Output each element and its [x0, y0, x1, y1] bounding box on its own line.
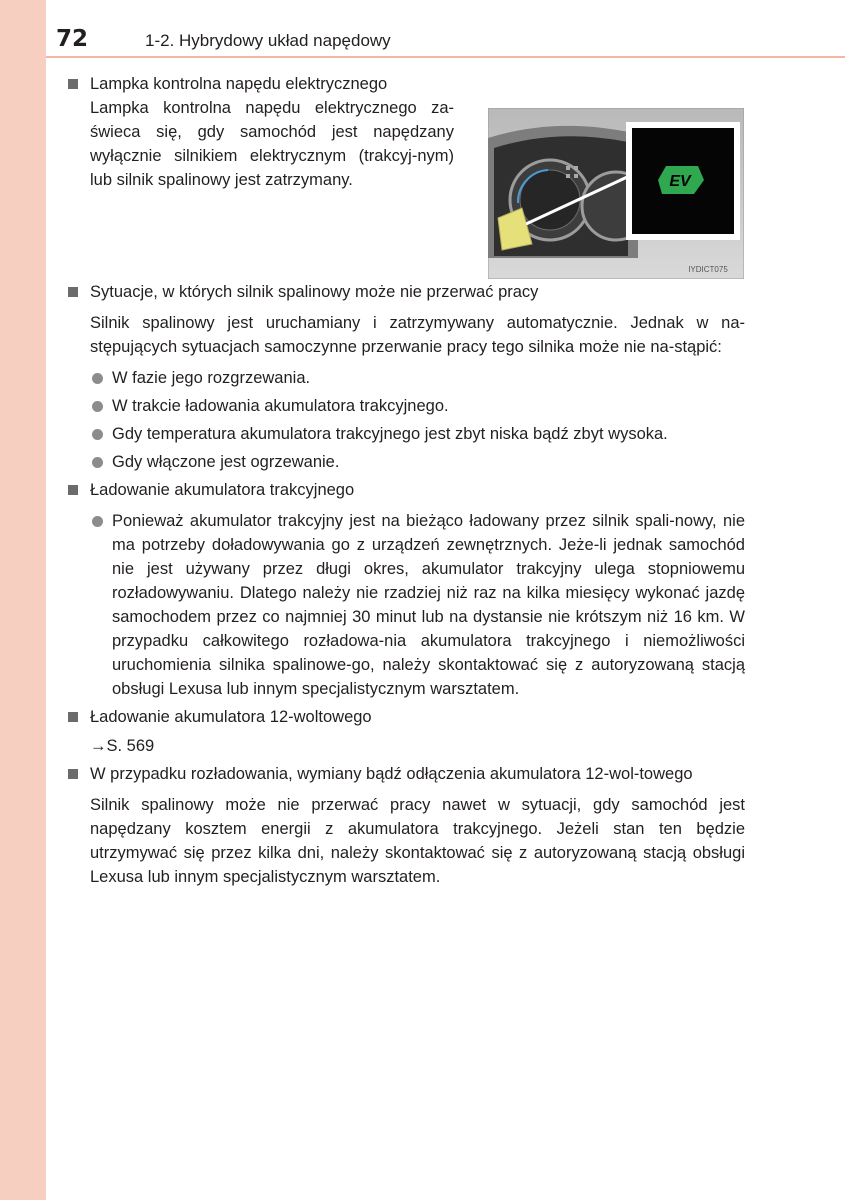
- list-item: W trakcie ładowania akumulatora trakcyjnego.: [92, 394, 745, 418]
- 12v-disconnect-paragraph: Silnik spalinowy może nie przerwać pracy nawet w sytuacji, gdy samochód jest napędzany kosztem energii z akumulatora trakcyjnego. Jeżeli stan ten będzie utrzymywać się przez kilka dni, należy skontaktować się z autoryzowaną stacją obsługi Lexusa lub innym specjalistycznym warsztatem.: [90, 796, 745, 886]
- side-color-strip: [0, 0, 46, 1200]
- square-bullet-icon: [68, 79, 78, 89]
- round-bullet-icon: [92, 457, 103, 468]
- round-bullet-icon: [92, 373, 103, 384]
- section-heading-traction-battery: Ładowanie akumulatora trakcyjnego: [68, 478, 745, 502]
- page-reference: →S. 569: [90, 737, 155, 755]
- svg-text:EV: EV: [669, 173, 691, 190]
- header-divider: [46, 56, 845, 58]
- square-bullet-icon: [68, 485, 78, 495]
- engine-stop-paragraph: Silnik spalinowy jest uruchamiany i zatrzymywany automatycznie. Jednak w na-stępujących sytuacjach samoczynne przerwanie pracy tego silnika może nie na-stąpić:: [90, 314, 745, 356]
- list-item: Ponieważ akumulator trakcyjny jest na bieżąco ładowany przez silnik spali-nowy, nie ma potrzeby doładowywania go z urządzeń zewnętrznych. Jeże-li jednak samochód nie jest używany przez długi okres, akumulator trakcyjny ulega stopniowemu rozładowywaniu. Dlatego należy nie rzadziej niż raz na kilka miesięcy wykonać jazdę samochodem przez co najmniej 30 minut lub na dystansie nie krótszym niż 16 km. W przypadku całkowitego rozładowa-nia akumulatora trakcyjnego i niemożliwości uruchomienia silnika spalinowe-go, należy skontaktować się z autoryzowaną stacją obsługi Lexusa lub innym specjalistycznym warsztatem.: [92, 509, 745, 701]
- square-bullet-icon: [68, 769, 78, 779]
- section-heading-engine-stop: Sytuacje, w których silnik spalinowy może nie przerwać pracy: [68, 280, 745, 304]
- round-bullet-icon: [92, 516, 103, 527]
- list-item: Gdy temperatura akumulatora trakcyjnego jest zbyt niska bądź zbyt wysoka.: [92, 422, 745, 446]
- instrument-cluster-illustration: [488, 108, 744, 279]
- list-item: Gdy włączone jest ogrzewanie.: [92, 450, 745, 474]
- section-heading-ev-indicator: Lampka kontrolna napędu elektrycznego: [68, 72, 745, 96]
- figure-code: IYDICT075: [688, 265, 728, 274]
- round-bullet-icon: [92, 401, 103, 412]
- section-heading-12v-battery: Ładowanie akumulatora 12-woltowego: [68, 705, 745, 729]
- section-title: 1-2. Hybrydowy układ napędowy: [145, 31, 391, 50]
- square-bullet-icon: [68, 712, 78, 722]
- list-item: W fazie jego rozgrzewania.: [92, 366, 745, 390]
- page-number: 72: [56, 26, 89, 52]
- section-heading-12v-disconnect: W przypadku rozładowania, wymiany bądź odłączenia akumulatora 12-wol-towego: [68, 762, 745, 786]
- round-bullet-icon: [92, 429, 103, 440]
- ev-indicator-paragraph: Lampka kontrolna napędu elektrycznego za-świeca się, gdy samochód jest napędzany wyłącznie silnikiem elektrycznym (trakcyj-nym) lub silnik spalinowy jest zatrzymany.: [90, 99, 454, 189]
- square-bullet-icon: [68, 287, 78, 297]
